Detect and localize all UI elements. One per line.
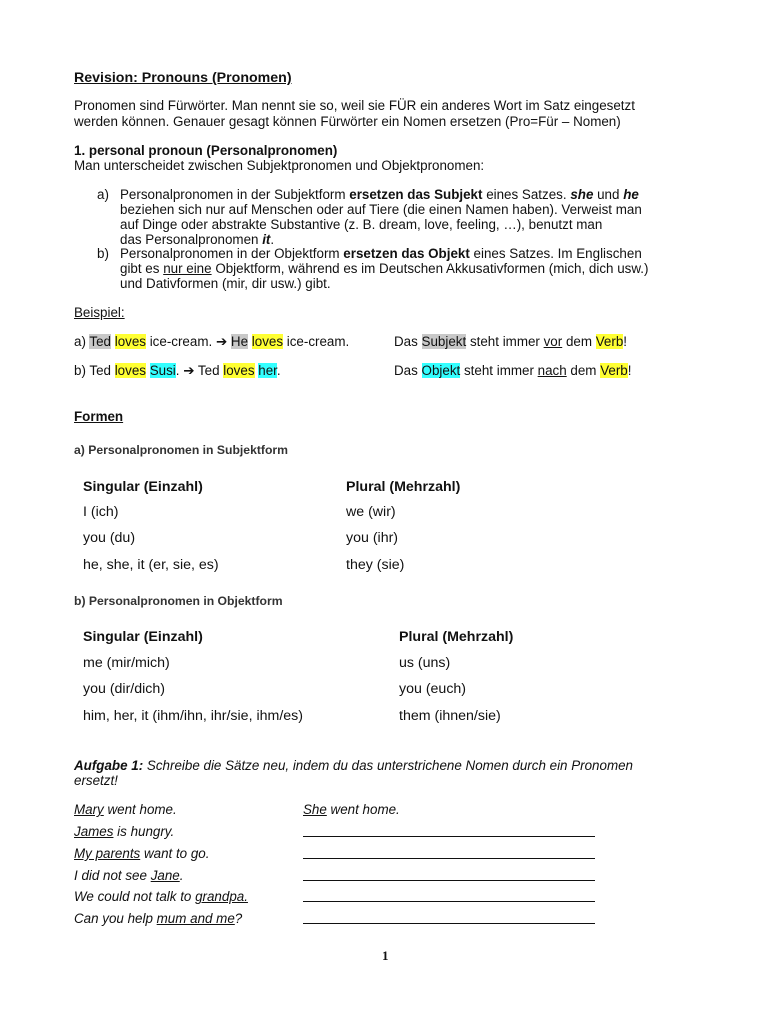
subject-table-header-plural: Plural (Mehrzahl) (346, 479, 461, 495)
subject-table-cell: I (ich) (83, 504, 119, 520)
item-b-line-3: und Dativformen (mir, dir usw.) gibt. (120, 276, 331, 291)
exercise-sentence: We could not talk to grandpa. (74, 889, 248, 904)
subject-table-header-singular: Singular (Einzahl) (83, 479, 203, 495)
aufgabe-instruction-line-1: Aufgabe 1: Schreibe die Sätze neu, indem du das unterstrichene Nomen durch ein Pronomen (74, 758, 633, 773)
intro-line-2: werden können. Genauer gesagt können Fürwörter ein Nomen ersetzen (Pro=Für – Nomen) (74, 114, 621, 129)
section-1-heading: 1. personal pronoun (Personalpronomen) (74, 143, 338, 158)
object-table-cell: him, her, it (ihm/ihn, ihr/sie, ihm/es) (83, 708, 303, 724)
subject-table-cell: we (wir) (346, 504, 396, 520)
item-a-line-2: beziehen sich nur auf Menschen oder auf Tiere (die einen Namen haben). Verweist man (120, 202, 642, 217)
subject-table-cell: you (ihr) (346, 530, 399, 546)
object-table-header-plural: Plural (Mehrzahl) (399, 629, 514, 645)
page-number: 1 (382, 948, 389, 963)
object-table-header-singular: Singular (Einzahl) (83, 629, 203, 645)
exercise-sentence: Can you help mum and me? (74, 911, 243, 926)
page-title: Revision: Pronouns (Pronomen) (74, 70, 292, 86)
subject-form-heading: a) Personalpronomen in Subjektform (74, 443, 288, 457)
object-table-cell: them (ihnen/sie) (399, 708, 501, 724)
object-table-cell: me (mir/mich) (83, 655, 170, 671)
example-answer: She went home. (303, 802, 400, 817)
subject-table-cell: you (du) (83, 530, 136, 546)
arrow-icon: ➔ (183, 363, 195, 378)
item-b-line-1: Personalpronomen in der Objektform ersetzen das Objekt eines Satzes. Im Englischen (120, 246, 642, 261)
object-table-cell: us (uns) (399, 655, 451, 671)
exercise-sentence: James is hungry. (74, 824, 175, 839)
answer-line[interactable] (303, 911, 595, 924)
object-form-heading: b) Personalpronomen in Objektform (74, 594, 283, 608)
section-1-subline: Man unterscheidet zwischen Subjektpronomen und Objektpronomen: (74, 158, 485, 173)
exercise-sentence: My parents want to go. (74, 846, 210, 861)
item-b-marker: b) (97, 246, 109, 261)
object-table-cell: you (euch) (399, 681, 467, 697)
formen-heading: Formen (74, 409, 124, 424)
answer-line[interactable] (303, 889, 595, 902)
item-a-line-4: das Personalpronomen it. (120, 232, 275, 247)
subject-table-cell: they (sie) (346, 557, 405, 573)
exercise-sentence: I did not see Jane. (74, 868, 184, 883)
item-a-marker: a) (97, 187, 109, 202)
item-b-line-2: gibt es nur eine Objektform, während es im Deutschen Akkusativformen (mich, dich usw.) (120, 261, 649, 276)
answer-line[interactable] (303, 846, 595, 859)
example-a-sentence: a) Ted loves ice-cream. ➔ He loves ice-cream. (74, 334, 350, 349)
item-a-line-1: Personalpronomen in der Subjektform ersetzen das Subjekt eines Satzes. she und he (120, 187, 639, 202)
beispiel-label: Beispiel: (74, 305, 125, 320)
answer-line[interactable] (303, 868, 595, 881)
example-b-note: Das Objekt steht immer nach dem Verb! (394, 363, 632, 378)
example-a-note: Das Subjekt steht immer vor dem Verb! (394, 334, 627, 349)
intro-line-1: Pronomen sind Fürwörter. Man nennt sie so, weil sie FÜR ein anderes Wort im Satz eingesetzt (74, 98, 635, 113)
object-table-cell: you (dir/dich) (83, 681, 166, 697)
arrow-icon: ➔ (215, 334, 228, 349)
aufgabe-instruction-line-2: ersetzt! (74, 773, 118, 788)
example-b-sentence: b) Ted loves Susi. ➔ Ted loves her. (74, 363, 281, 378)
subject-table-cell: he, she, it (er, sie, es) (83, 557, 219, 573)
answer-line[interactable] (303, 824, 595, 837)
item-a-line-3: auf Dinge oder abstrakte Substantive (z. B. dream, love, feeling, …), benutzt man (120, 217, 603, 232)
exercise-sentence: Mary went home. (74, 802, 177, 817)
